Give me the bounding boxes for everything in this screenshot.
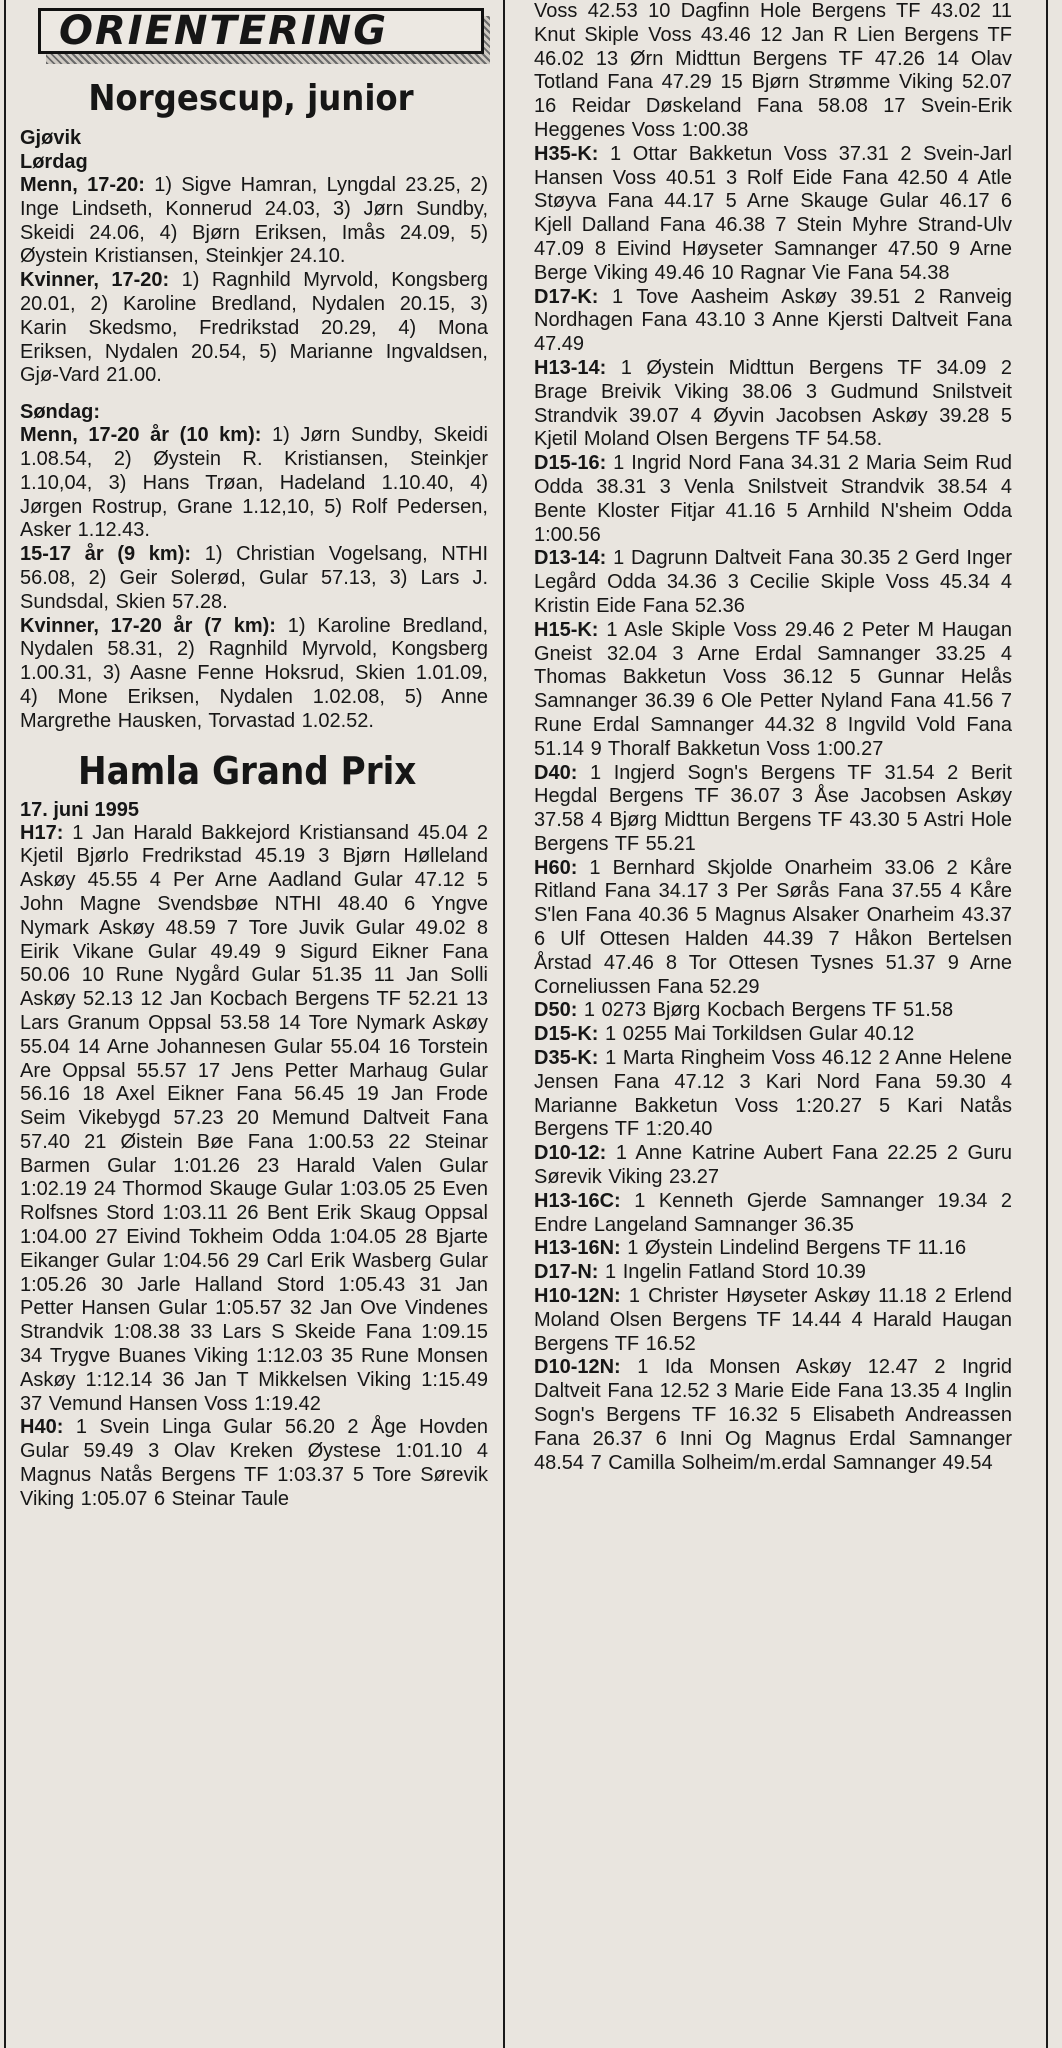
category-label: H13-16C: — [534, 1189, 621, 1212]
result-paragraph — [20, 615, 488, 734]
result-text: 1 0273 Bjørg Kocbach Bergens TF 51.58 — [577, 999, 954, 1022]
norgescup-day-sunday: Søndag: — [20, 401, 100, 424]
sunday-results — [12, 424, 490, 733]
result-text: 1 Dagrunn Daltveit Fana 30.35 2 Gerd Inger Legård Odda 34.36 3 Cecilie Skiple Voss 45.34 4 Kristin Eide Fana 52.36 — [534, 547, 1012, 617]
result-text: 1 Marta Ringheim Voss 46.12 2 Anne Helene Jensen Fana 47.12 3 Kari Nord Fana 59.30 4 Marianne Bakketun Voss 1:20.27 5 Kari Natås Bergens TF 1:20.40 — [534, 1047, 1012, 1141]
left-border-rule — [4, 0, 6, 2048]
section-banner — [38, 6, 490, 68]
hamla-results-right — [528, 0, 1016, 1475]
result-paragraph — [534, 0, 1012, 143]
category-label: H13-14: — [534, 356, 607, 379]
category-label: D35-K: — [534, 1047, 599, 1070]
hamla-results-left — [12, 822, 490, 1512]
norgescup-day-saturday: Lørdag — [20, 151, 88, 173]
result-paragraph — [534, 857, 1012, 1000]
category-label: 15-17 år (9 km): — [20, 543, 192, 566]
category-label: H10-12N: — [534, 1285, 621, 1308]
result-paragraph — [20, 822, 488, 1417]
category-label: D15-K: — [534, 1023, 599, 1046]
result-paragraph — [20, 1416, 488, 1511]
result-paragraph — [534, 1356, 1012, 1475]
result-text: 1 Jan Harald Bakkejord Kristiansand 45.04 2 Kjetil Bjørlo Fredrikstad 45.19 3 Bjørn Hølleland Askøy 45.55 4 Per Arne Aadland Gular 47.12 5 John Magne Svendsbøe NTHI 48.40 6 Yngve Nymark Askøy 48.59 7 Tore Juvik Gular 49.02 8 Eirik Vikane Gular 49.49 9 Sigurd Eikner Fana 50.06 10 Rune Nygård Gular 51.35 11 Jan Solli Askøy 52.13 12 Jan Kocbach Bergens TF 52.21 13 Lars Granum Oppsal 53.58 14 Tore Nymark Askøy 55.04 14 Arne Johannesen Gular 55.04 16 Torstein Are Oppsal 55.57 17 Jens Petter Marhaug Gular 56.16 18 Axel Eikner Fana 56.45 19 Jan Frode Seim Vikebygd 57.23 20 Memund Daltveit Fana 57.40 21 Øistein Bøe Fana 1:00.53 22 Steinar Barmen Gular 1:01.26 23 Harald Valen Gular 1:02.19 24 Thormod Skauge Gular 1:03.05 25 Even Rolfsnes Stord 1:03.11 26 Bent Erik Skaug Oppsal 1:04.00 27 Eivind Tokheim Odda 1:04.05 28 Bjarte Eikanger Gular 1:04.56 29 Carl Erik Wasberg Gular 1:05.26 30 Jarle Halland Stord 1:05.43 31 Jan Petter Hansen Gular 1:05.57 32 Jan Ove Vindenes Strandvik 1:08.38 33 Lars S Skeide Fana 1:09.15 34 Trygve Buanes Viking 1:12.03 35 Rune Monsen Askøy 1:12.14 36 Jan T Mikkelsen Viking 1:15.49 37 Vemund Hansen Voss 1:19.42 — [20, 821, 488, 1415]
result-paragraph — [534, 1142, 1012, 1190]
right-border-rule — [1046, 0, 1048, 2048]
norgescup-title: Norgescup, junior — [88, 78, 414, 119]
result-text: 1 Ottar Bakketun Voss 37.31 2 Svein-Jarl Hansen Voss 40.51 3 Rolf Eide Fana 42.50 4 Atle Støyva Fana 44.17 5 Arne Skauge Gular 46.17 6 Kjell Dalland Fana 46.38 7 Stein Myhre Strand-Ulv 47.09 8 Eivind Høyseter Samnanger 47.50 9 Arne Berge Viking 49.46 10 Ragnar Vie Fana 54.38 — [534, 142, 1012, 284]
banner-title: ORIENTERING — [38, 8, 484, 54]
category-label: D17-K: — [534, 285, 599, 308]
column-divider-rule — [503, 0, 505, 2048]
left-column — [12, 0, 490, 2048]
result-paragraph — [534, 1285, 1012, 1356]
result-text: 1) Karoline Bredland, Nydalen 58.31, 2) Ragnhild Myrvold, Kongsberg 1.00.31, 3) Aasne Fenne Hoksrud, Skien 1.01.09, 4) Mone Eriksen, Nydalen 1.02.08, 5) Anne Margrethe Hausken, Torvastad 1.02.52. — [20, 614, 489, 732]
result-text: 1 Ingelin Fatland Stord 10.39 — [598, 1261, 866, 1284]
result-text: 1 Kenneth Gjerde Samnanger 19.34 2 Endre Langeland Samnanger 36.35 — [534, 1189, 1012, 1236]
result-paragraph — [20, 269, 488, 388]
category-label: D13-14: — [534, 547, 607, 570]
saturday-results — [12, 174, 490, 388]
category-label: D10-12: — [534, 1142, 607, 1165]
result-text: 1 Ingjerd Sogn's Bergens TF 31.54 2 Berit Hegdal Bergens TF 36.07 3 Åse Jacobsen Askøy 37.58 4 Bjørg Midttun Bergens TF 43.30 5 Astri Hole Bergens TF 55.21 — [534, 761, 1012, 855]
category-label: Kvinner, 17-20: — [20, 269, 170, 292]
result-text: 1) Jørn Sundby, Skeidi 1.08.54, 2) Øystein R. Kristiansen, Steinkjer 1.10,04, 3) Hans Trøan, Hadeland 1.10.40, 4) Jørgen Rostrup, Grane 1.12,10, 5) Rolf Pedersen, Asker 1.12.43. — [20, 424, 488, 542]
result-text: 1 Anne Katrine Aubert Fana 22.25 2 Guru Sørevik Viking 23.27 — [534, 1142, 1012, 1189]
category-label: H15-K: — [534, 618, 599, 641]
result-text: 1 Øystein Lindelind Bergens TF 11.16 — [620, 1237, 967, 1260]
category-label: D10-12N: — [534, 1356, 621, 1379]
result-text: 1 Bernhard Skjolde Onarheim 33.06 2 Kåre Ritland Fana 34.17 3 Per Sørås Fana 37.55 4 Kåre S'len Fana 40.36 5 Magnus Alsaker Onarheim 43.37 6 Ulf Ottesen Halden 44.39 7 Håkon Bertelsen Årstad 47.46 8 Tor Ottesen Tysnes 51.37 9 Arne Corneliussen Fana 52.29 — [534, 856, 1012, 998]
result-paragraph — [534, 547, 1012, 618]
result-text: 1) Christian Vogelsang, NTHI 56.08, 2) Geir Solerød, Gular 57.13, 3) Lars J. Sundsdal, Skien 57.28. — [20, 543, 489, 613]
result-paragraph — [534, 1047, 1012, 1142]
result-paragraph — [534, 143, 1012, 286]
result-paragraph — [534, 999, 1012, 1023]
category-label: D50: — [534, 999, 578, 1022]
result-paragraph — [534, 619, 1012, 762]
spacer — [12, 388, 490, 400]
result-paragraph — [534, 286, 1012, 357]
result-paragraph — [20, 174, 488, 269]
result-paragraph — [534, 1237, 1012, 1261]
result-paragraph — [534, 1190, 1012, 1238]
category-label: Menn, 17-20 år (10 km): — [20, 424, 262, 447]
category-label: H35-K: — [534, 142, 599, 165]
result-text: 1 Svein Linga Gular 56.20 2 Åge Hovden Gular 59.49 3 Olav Kreken Øystese 1:01.10 4 Magnus Natås Bergens TF 1:03.37 5 Tore Sørevik Viking 1:05.07 6 Steinar Taule — [20, 1416, 488, 1510]
result-paragraph — [534, 452, 1012, 547]
category-label: D40: — [534, 761, 578, 784]
category-label: H60: — [534, 856, 578, 879]
result-paragraph — [534, 1023, 1012, 1047]
result-text: 1 0255 Mai Torkildsen Gular 40.12 — [598, 1023, 915, 1046]
result-paragraph — [534, 762, 1012, 857]
result-text: 1 Ingrid Nord Fana 34.31 2 Maria Seim Rud Odda 38.31 3 Venla Snilstveit Strandvik 38.54 4 Bente Kloster Fitjar 41.16 5 Arnhild N'sheim Odda 1:00.56 — [534, 452, 1012, 546]
category-label: H17: — [20, 821, 64, 844]
result-text: 1 Øystein Midttun Bergens TF 34.09 2 Brage Breivik Viking 38.06 3 Gudmund Snilstveit Strandvik 39.07 4 Øyvin Jacobsen Askøy 39.28 5 Kjetil Moland Olsen Bergens TF 54.58. — [534, 356, 1012, 451]
right-column — [528, 0, 1016, 2048]
result-text: 1 Ida Monsen Askøy 12.47 2 Ingrid Daltveit Fana 12.52 3 Marie Eide Fana 13.35 4 Inglin Sogn's Bergens TF 16.32 5 Elisabeth Andreassen Fana 26.37 6 Inni Og Magnus Erdal Samnanger 48.54 7 Camilla Solheim/m.erdal Samnanger 49.54 — [534, 1356, 1012, 1474]
category-label: H13-16N: — [534, 1237, 621, 1260]
category-label: D17-N: — [534, 1261, 599, 1284]
hamla-title: Hamla Grand Prix — [78, 748, 417, 793]
result-paragraph — [20, 543, 488, 614]
result-paragraph — [534, 1261, 1012, 1285]
norgescup-place: Gjøvik — [20, 127, 82, 149]
result-text: 1) Ragnhild Myrvold, Kongsberg 20.01, 2) Karoline Bredland, Nydalen 20.15, 3) Karin Skedsmo, Fredrikstad 20.29, 4) Mona Eriksen, Nydalen 20.54, 5) Marianne Ingvaldsen, Gjø-Vard 21.00. — [20, 269, 488, 387]
category-label: H40: — [20, 1416, 64, 1439]
result-paragraph — [534, 357, 1012, 452]
category-label: D15-16: — [534, 452, 607, 475]
result-text: 1) Sigve Hamran, Lyngdal 23.25, 2) Inge Lindseth, Konnerud 24.03, 3) Jørn Sundby, Skeidi 24.06, 4) Bjørn Eriksen, Imås 24.09, 5) Øystein Kristiansen, Steinkjer 24.10. — [20, 174, 488, 268]
result-paragraph — [20, 424, 488, 543]
result-text: 1 Christer Høyseter Askøy 11.18 2 Erlend Moland Olsen Bergens TF 14.44 4 Harald Haugan Bergens TF 16.52 — [534, 1285, 1012, 1355]
result-text: 1 Asle Skiple Voss 29.46 2 Peter M Haugan Gneist 32.04 3 Arne Erdal Samnanger 33.25 4 Thomas Bakketun Voss 36.12 5 Gunnar Helås Samnanger 36.39 6 Ole Petter Nyland Fana 41.56 7 Rune Erdal Samnanger 44.32 8 Ingvild Vold Fana 51.14 9 Thoralf Bakketun Voss 1:00.27 — [534, 618, 1012, 760]
category-label: Kvinner, 17-20 år (7 km): — [20, 614, 276, 637]
result-text: Voss 42.53 10 Dagfinn Hole Bergens TF 43.02 11 Knut Skiple Voss 43.46 12 Jan R Lien Bergens TF 46.02 13 Ørn Midttun Bergens TF 47.26 14 Olav Totland Fana 47.29 15 Bjørn Strømme Viking 52.07 16 Reidar Døskeland Fana 58.08 17 Svein-Erik Heggenes Voss 1:00.38 — [534, 0, 1012, 141]
result-text: 1 Tove Aasheim Askøy 39.51 2 Ranveig Nordhagen Fana 43.10 3 Anne Kjersti Daltveit Fana 47.49 — [534, 285, 1012, 356]
category-label: Menn, 17-20: — [20, 174, 145, 196]
hamla-date: 17. juni 1995 — [20, 798, 139, 821]
